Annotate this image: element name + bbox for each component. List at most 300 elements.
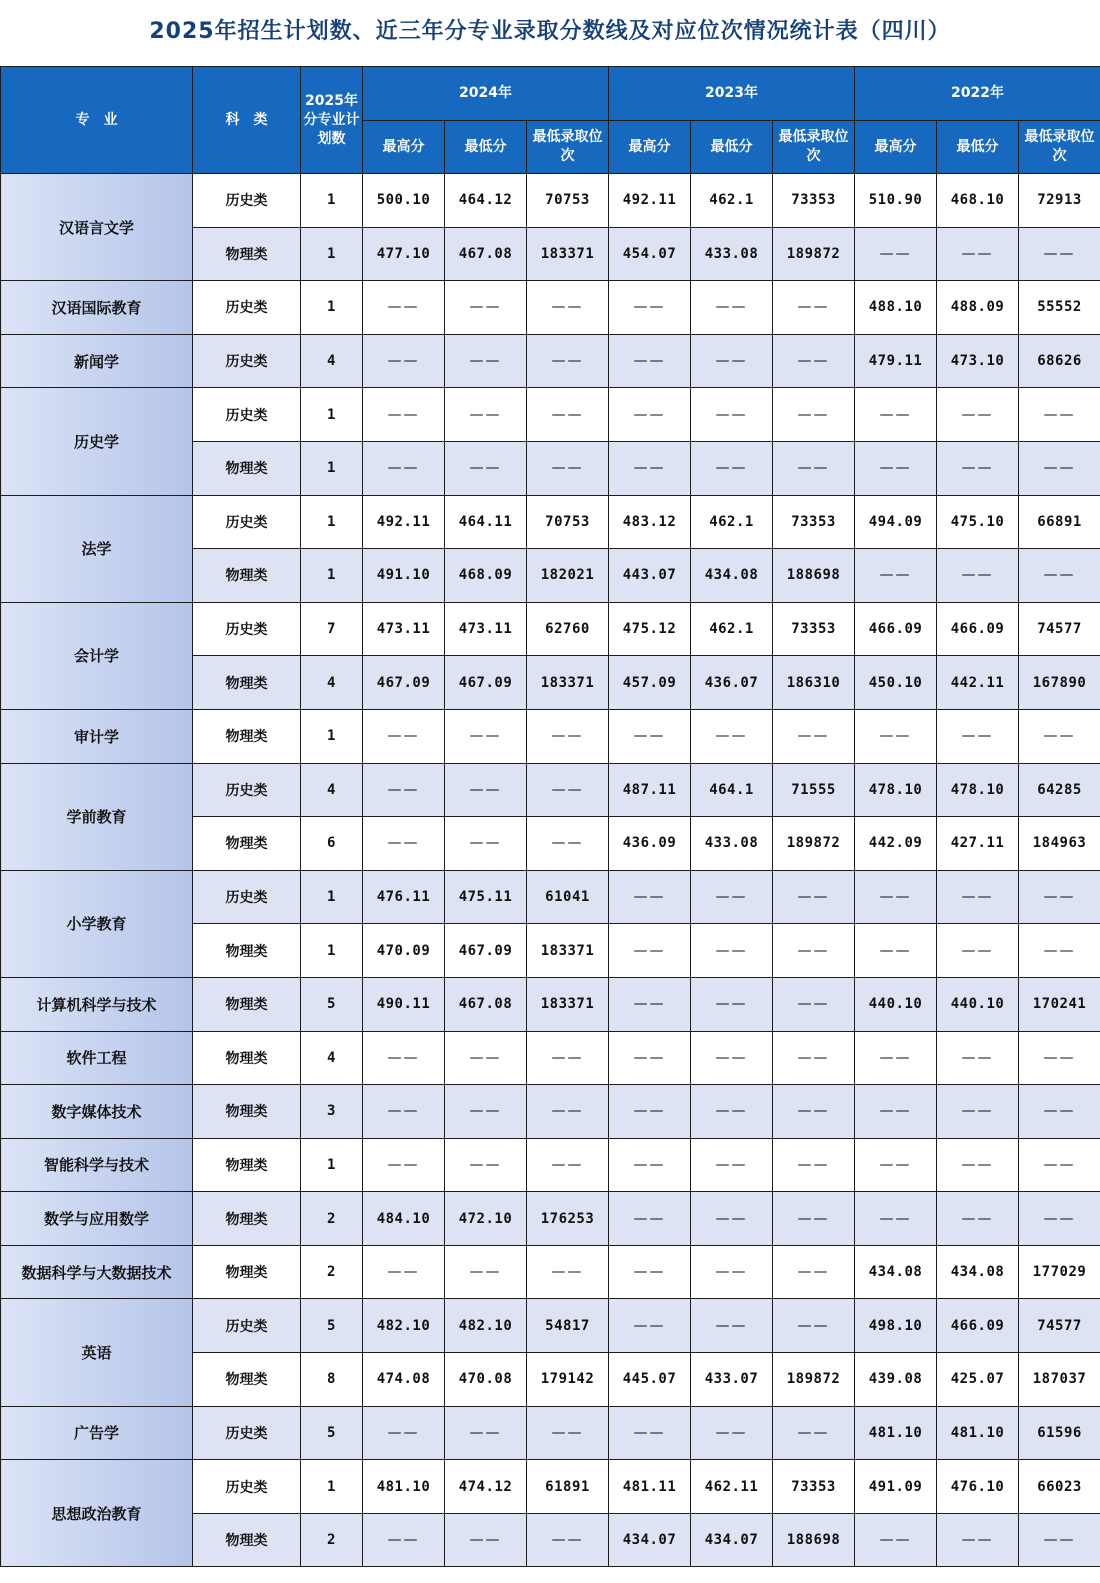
min-score-cell: —— xyxy=(937,1513,1019,1567)
min-rank-cell: 74577 xyxy=(1019,602,1100,656)
header-plan: 2025年分专业计划数 xyxy=(301,67,363,174)
min-score-cell: 470.08 xyxy=(445,1353,527,1407)
plan-count-cell: 1 xyxy=(301,388,363,442)
min-score-cell: —— xyxy=(445,1085,527,1139)
min-rank-cell: 73353 xyxy=(773,1460,855,1514)
plan-count-cell: 1 xyxy=(301,870,363,924)
max-score-cell: 470.09 xyxy=(363,924,445,978)
max-score-cell: 491.10 xyxy=(363,549,445,603)
table-row xyxy=(1,763,1100,817)
max-score-cell: —— xyxy=(609,977,691,1031)
min-score-cell: —— xyxy=(937,388,1019,442)
table-row xyxy=(1,1138,1100,1192)
max-score-cell: 440.10 xyxy=(855,977,937,1031)
major-name-cell: 小学教育 xyxy=(1,870,193,977)
min-score-cell: —— xyxy=(937,1031,1019,1085)
plan-count-cell: 4 xyxy=(301,334,363,388)
min-rank-cell: 179142 xyxy=(527,1353,609,1407)
max-score-cell: 482.10 xyxy=(363,1299,445,1353)
min-score-cell: 425.07 xyxy=(937,1353,1019,1407)
min-rank-cell: 183371 xyxy=(527,977,609,1031)
min-score-cell: —— xyxy=(691,1406,773,1460)
max-score-cell: 498.10 xyxy=(855,1299,937,1353)
min-score-cell: 488.09 xyxy=(937,281,1019,335)
major-name-cell: 会计学 xyxy=(1,602,193,709)
plan-count-cell: 5 xyxy=(301,1299,363,1353)
admission-table xyxy=(0,66,1100,1567)
min-score-cell: 436.07 xyxy=(691,656,773,710)
max-score-cell: —— xyxy=(363,709,445,763)
plan-count-cell: 2 xyxy=(301,1192,363,1246)
table-row xyxy=(1,1299,1100,1353)
min-rank-cell: —— xyxy=(527,709,609,763)
max-score-cell: —— xyxy=(855,227,937,281)
min-rank-cell: 188698 xyxy=(773,549,855,603)
min-score-cell: 433.08 xyxy=(691,227,773,281)
max-score-cell: 450.10 xyxy=(855,656,937,710)
max-score-cell: —— xyxy=(609,870,691,924)
min-score-cell: —— xyxy=(445,763,527,817)
min-rank-cell: —— xyxy=(1019,1138,1100,1192)
min-rank-cell: 62760 xyxy=(527,602,609,656)
max-score-cell: 491.09 xyxy=(855,1460,937,1514)
min-score-cell: 466.09 xyxy=(937,1299,1019,1353)
header-min-score: 最低分 xyxy=(445,121,527,174)
max-score-cell: 436.09 xyxy=(609,817,691,871)
max-score-cell: —— xyxy=(609,281,691,335)
category-cell: 历史类 xyxy=(193,1406,301,1460)
plan-count-cell: 4 xyxy=(301,763,363,817)
category-cell: 物理类 xyxy=(193,1353,301,1407)
min-score-cell: —— xyxy=(691,1299,773,1353)
min-rank-cell: 68626 xyxy=(1019,334,1100,388)
min-score-cell: 473.11 xyxy=(445,602,527,656)
min-score-cell: 476.10 xyxy=(937,1460,1019,1514)
max-score-cell: —— xyxy=(855,709,937,763)
plan-count-cell: 8 xyxy=(301,1353,363,1407)
min-rank-cell: —— xyxy=(1019,1192,1100,1246)
min-score-cell: —— xyxy=(445,1406,527,1460)
max-score-cell: —— xyxy=(855,1031,937,1085)
min-rank-cell: —— xyxy=(773,977,855,1031)
min-rank-cell: —— xyxy=(773,441,855,495)
min-rank-cell: —— xyxy=(773,870,855,924)
min-score-cell: —— xyxy=(445,1513,527,1567)
header-year-2024: 2024年 xyxy=(363,67,609,121)
min-rank-cell: —— xyxy=(527,1031,609,1085)
min-score-cell: —— xyxy=(691,388,773,442)
min-rank-cell: —— xyxy=(773,1085,855,1139)
min-rank-cell: 189872 xyxy=(773,817,855,871)
min-rank-cell: 72913 xyxy=(1019,174,1100,228)
min-score-cell: 475.11 xyxy=(445,870,527,924)
min-score-cell: 482.10 xyxy=(445,1299,527,1353)
max-score-cell: 476.11 xyxy=(363,870,445,924)
min-score-cell: —— xyxy=(937,1138,1019,1192)
plan-count-cell: 1 xyxy=(301,1138,363,1192)
max-score-cell: —— xyxy=(363,1406,445,1460)
plan-count-cell: 7 xyxy=(301,602,363,656)
min-rank-cell: —— xyxy=(527,334,609,388)
min-score-cell: —— xyxy=(691,1245,773,1299)
min-score-cell: 474.12 xyxy=(445,1460,527,1514)
table-row xyxy=(1,602,1100,656)
max-score-cell: 467.09 xyxy=(363,656,445,710)
header-year-2023: 2023年 xyxy=(609,67,855,121)
min-score-cell: 433.07 xyxy=(691,1353,773,1407)
min-score-cell: 481.10 xyxy=(937,1406,1019,1460)
min-score-cell: —— xyxy=(691,924,773,978)
max-score-cell: —— xyxy=(855,1513,937,1567)
major-name-cell: 数据科学与大数据技术 xyxy=(1,1245,193,1299)
max-score-cell: —— xyxy=(363,334,445,388)
min-score-cell: —— xyxy=(691,441,773,495)
category-cell: 物理类 xyxy=(193,817,301,871)
table-row xyxy=(1,977,1100,1031)
min-score-cell: 467.08 xyxy=(445,227,527,281)
category-cell: 历史类 xyxy=(193,1299,301,1353)
min-score-cell: 427.11 xyxy=(937,817,1019,871)
table-row xyxy=(1,870,1100,924)
min-score-cell: —— xyxy=(937,870,1019,924)
major-name-cell: 汉语言文学 xyxy=(1,174,193,281)
plan-count-cell: 2 xyxy=(301,1245,363,1299)
major-name-cell: 数字媒体技术 xyxy=(1,1085,193,1139)
max-score-cell: 510.90 xyxy=(855,174,937,228)
plan-count-cell: 4 xyxy=(301,1031,363,1085)
header-category: 科 类 xyxy=(193,67,301,174)
major-name-cell: 汉语国际教育 xyxy=(1,281,193,335)
table-row xyxy=(1,1085,1100,1139)
min-rank-cell: 188698 xyxy=(773,1513,855,1567)
max-score-cell: —— xyxy=(855,1192,937,1246)
min-rank-cell: —— xyxy=(527,388,609,442)
max-score-cell: —— xyxy=(855,388,937,442)
header-min-rank: 最低录取位次 xyxy=(527,121,609,174)
category-cell: 物理类 xyxy=(193,709,301,763)
min-score-cell: —— xyxy=(937,924,1019,978)
min-rank-cell: 61596 xyxy=(1019,1406,1100,1460)
major-name-cell: 学前教育 xyxy=(1,763,193,870)
max-score-cell: 477.10 xyxy=(363,227,445,281)
max-score-cell: 454.07 xyxy=(609,227,691,281)
min-rank-cell: —— xyxy=(773,1031,855,1085)
min-rank-cell: 54817 xyxy=(527,1299,609,1353)
min-rank-cell: —— xyxy=(527,1245,609,1299)
max-score-cell: —— xyxy=(363,388,445,442)
table-row xyxy=(1,1031,1100,1085)
min-score-cell: —— xyxy=(937,1192,1019,1246)
max-score-cell: —— xyxy=(609,1192,691,1246)
table-row xyxy=(1,1245,1100,1299)
min-score-cell: —— xyxy=(691,870,773,924)
table-row xyxy=(1,281,1100,335)
max-score-cell: 479.11 xyxy=(855,334,937,388)
max-score-cell: —— xyxy=(609,1085,691,1139)
min-rank-cell: —— xyxy=(773,1406,855,1460)
min-rank-cell: 70753 xyxy=(527,174,609,228)
category-cell: 历史类 xyxy=(193,763,301,817)
min-score-cell: —— xyxy=(691,334,773,388)
min-rank-cell: 73353 xyxy=(773,174,855,228)
plan-count-cell: 3 xyxy=(301,1085,363,1139)
min-score-cell: —— xyxy=(937,709,1019,763)
min-rank-cell: 183371 xyxy=(527,924,609,978)
max-score-cell: —— xyxy=(855,1085,937,1139)
max-score-cell: —— xyxy=(855,870,937,924)
max-score-cell: —— xyxy=(855,924,937,978)
min-score-cell: 442.11 xyxy=(937,656,1019,710)
min-rank-cell: 184963 xyxy=(1019,817,1100,871)
max-score-cell: —— xyxy=(363,1031,445,1085)
max-score-cell: —— xyxy=(363,1138,445,1192)
min-rank-cell: 61041 xyxy=(527,870,609,924)
major-name-cell: 思想政治教育 xyxy=(1,1460,193,1567)
category-cell: 历史类 xyxy=(193,1460,301,1514)
min-score-cell: —— xyxy=(691,1192,773,1246)
max-score-cell: —— xyxy=(609,1299,691,1353)
table-row xyxy=(1,1406,1100,1460)
max-score-cell: 487.11 xyxy=(609,763,691,817)
category-cell: 历史类 xyxy=(193,334,301,388)
category-cell: 历史类 xyxy=(193,870,301,924)
max-score-cell: 474.08 xyxy=(363,1353,445,1407)
table-header xyxy=(1,67,1100,174)
min-rank-cell: —— xyxy=(773,709,855,763)
min-score-cell: —— xyxy=(691,281,773,335)
min-rank-cell: 182021 xyxy=(527,549,609,603)
min-rank-cell: —— xyxy=(773,1192,855,1246)
table-row xyxy=(1,334,1100,388)
min-rank-cell: —— xyxy=(527,817,609,871)
min-score-cell: —— xyxy=(691,1031,773,1085)
header-year-2022: 2022年 xyxy=(855,67,1100,121)
max-score-cell: —— xyxy=(609,924,691,978)
max-score-cell: 481.11 xyxy=(609,1460,691,1514)
min-score-cell: 468.10 xyxy=(937,174,1019,228)
min-score-cell: 433.08 xyxy=(691,817,773,871)
min-score-cell: 462.1 xyxy=(691,174,773,228)
min-rank-cell: 70753 xyxy=(527,495,609,549)
category-cell: 物理类 xyxy=(193,227,301,281)
max-score-cell: 492.11 xyxy=(609,174,691,228)
min-score-cell: 440.10 xyxy=(937,977,1019,1031)
min-rank-cell: —— xyxy=(527,281,609,335)
max-score-cell: —— xyxy=(363,1245,445,1299)
header-min-score: 最低分 xyxy=(691,121,773,174)
plan-count-cell: 1 xyxy=(301,281,363,335)
min-score-cell: 475.10 xyxy=(937,495,1019,549)
major-name-cell: 智能科学与技术 xyxy=(1,1138,193,1192)
min-rank-cell: 73353 xyxy=(773,495,855,549)
max-score-cell: 443.07 xyxy=(609,549,691,603)
plan-count-cell: 2 xyxy=(301,1513,363,1567)
min-score-cell: —— xyxy=(691,1085,773,1139)
max-score-cell: 483.12 xyxy=(609,495,691,549)
min-score-cell: 467.09 xyxy=(445,924,527,978)
min-rank-cell: 64285 xyxy=(1019,763,1100,817)
category-cell: 历史类 xyxy=(193,281,301,335)
min-rank-cell: —— xyxy=(1019,924,1100,978)
max-score-cell: 466.09 xyxy=(855,602,937,656)
min-rank-cell: 66891 xyxy=(1019,495,1100,549)
min-rank-cell: —— xyxy=(527,1406,609,1460)
category-cell: 历史类 xyxy=(193,388,301,442)
table-body xyxy=(1,174,1100,1567)
plan-count-cell: 5 xyxy=(301,977,363,1031)
min-score-cell: —— xyxy=(937,549,1019,603)
min-score-cell: 467.09 xyxy=(445,656,527,710)
min-score-cell: —— xyxy=(445,1031,527,1085)
header-max-score: 最高分 xyxy=(363,121,445,174)
header-major: 专 业 xyxy=(1,67,193,174)
min-score-cell: 472.10 xyxy=(445,1192,527,1246)
min-rank-cell: 74577 xyxy=(1019,1299,1100,1353)
max-score-cell: —— xyxy=(363,1085,445,1139)
min-rank-cell: —— xyxy=(1019,1031,1100,1085)
major-name-cell: 历史学 xyxy=(1,388,193,495)
max-score-cell: 457.09 xyxy=(609,656,691,710)
plan-count-cell: 1 xyxy=(301,924,363,978)
min-score-cell: 464.11 xyxy=(445,495,527,549)
min-score-cell: —— xyxy=(445,1245,527,1299)
min-rank-cell: 187037 xyxy=(1019,1353,1100,1407)
major-name-cell: 广告学 xyxy=(1,1406,193,1460)
plan-count-cell: 1 xyxy=(301,549,363,603)
min-rank-cell: 55552 xyxy=(1019,281,1100,335)
min-rank-cell: 73353 xyxy=(773,602,855,656)
min-rank-cell: —— xyxy=(527,763,609,817)
category-cell: 物理类 xyxy=(193,1031,301,1085)
max-score-cell: 500.10 xyxy=(363,174,445,228)
max-score-cell: 484.10 xyxy=(363,1192,445,1246)
max-score-cell: —— xyxy=(609,1138,691,1192)
category-cell: 物理类 xyxy=(193,1513,301,1567)
min-rank-cell: —— xyxy=(773,388,855,442)
min-score-cell: —— xyxy=(691,977,773,1031)
min-score-cell: —— xyxy=(691,1138,773,1192)
min-rank-cell: 61891 xyxy=(527,1460,609,1514)
min-rank-cell: 66023 xyxy=(1019,1460,1100,1514)
plan-count-cell: 1 xyxy=(301,495,363,549)
max-score-cell: 475.12 xyxy=(609,602,691,656)
category-cell: 物理类 xyxy=(193,441,301,495)
max-score-cell: —— xyxy=(609,709,691,763)
min-score-cell: —— xyxy=(445,709,527,763)
header-min-score: 最低分 xyxy=(937,121,1019,174)
min-score-cell: —— xyxy=(937,1085,1019,1139)
category-cell: 历史类 xyxy=(193,174,301,228)
min-rank-cell: —— xyxy=(527,441,609,495)
max-score-cell: —— xyxy=(855,441,937,495)
category-cell: 物理类 xyxy=(193,1138,301,1192)
min-rank-cell: —— xyxy=(773,1299,855,1353)
major-name-cell: 英语 xyxy=(1,1299,193,1406)
table-row xyxy=(1,388,1100,442)
category-cell: 历史类 xyxy=(193,602,301,656)
max-score-cell: 490.11 xyxy=(363,977,445,1031)
page-title: 2025年招生计划数、近三年分专业录取分数线及对应位次情况统计表（四川） xyxy=(149,19,951,44)
max-score-cell: 434.08 xyxy=(855,1245,937,1299)
max-score-cell: 434.07 xyxy=(609,1513,691,1567)
max-score-cell: —— xyxy=(609,1406,691,1460)
max-score-cell: 488.10 xyxy=(855,281,937,335)
category-cell: 物理类 xyxy=(193,549,301,603)
min-rank-cell: —— xyxy=(1019,441,1100,495)
plan-count-cell: 1 xyxy=(301,1460,363,1514)
min-rank-cell: —— xyxy=(1019,227,1100,281)
max-score-cell: —— xyxy=(363,817,445,871)
category-cell: 物理类 xyxy=(193,656,301,710)
category-cell: 物理类 xyxy=(193,924,301,978)
major-name-cell: 数学与应用数学 xyxy=(1,1192,193,1246)
min-rank-cell: 186310 xyxy=(773,656,855,710)
plan-count-cell: 4 xyxy=(301,656,363,710)
plan-count-cell: 6 xyxy=(301,817,363,871)
min-score-cell: —— xyxy=(691,709,773,763)
max-score-cell: —— xyxy=(609,1031,691,1085)
min-score-cell: —— xyxy=(445,817,527,871)
category-cell: 物理类 xyxy=(193,1245,301,1299)
max-score-cell: —— xyxy=(609,388,691,442)
min-rank-cell: —— xyxy=(773,281,855,335)
plan-count-cell: 1 xyxy=(301,227,363,281)
min-rank-cell: —— xyxy=(1019,549,1100,603)
min-rank-cell: —— xyxy=(773,1245,855,1299)
min-rank-cell: 167890 xyxy=(1019,656,1100,710)
min-score-cell: 478.10 xyxy=(937,763,1019,817)
min-score-cell: 462.1 xyxy=(691,602,773,656)
min-rank-cell: —— xyxy=(1019,388,1100,442)
max-score-cell: 481.10 xyxy=(363,1460,445,1514)
min-score-cell: —— xyxy=(445,441,527,495)
plan-count-cell: 1 xyxy=(301,709,363,763)
min-rank-cell: —— xyxy=(1019,870,1100,924)
max-score-cell: —— xyxy=(363,441,445,495)
max-score-cell: 473.11 xyxy=(363,602,445,656)
category-cell: 物理类 xyxy=(193,1192,301,1246)
header-min-rank: 最低录取位次 xyxy=(1019,121,1100,174)
min-score-cell: 462.1 xyxy=(691,495,773,549)
min-score-cell: 468.09 xyxy=(445,549,527,603)
max-score-cell: —— xyxy=(609,1245,691,1299)
min-score-cell: —— xyxy=(445,334,527,388)
max-score-cell: 481.10 xyxy=(855,1406,937,1460)
plan-count-cell: 1 xyxy=(301,441,363,495)
min-rank-cell: —— xyxy=(527,1085,609,1139)
table-row xyxy=(1,174,1100,228)
max-score-cell: —— xyxy=(363,1513,445,1567)
table-row xyxy=(1,1192,1100,1246)
min-rank-cell: 183371 xyxy=(527,656,609,710)
max-score-cell: —— xyxy=(855,1138,937,1192)
max-score-cell: 478.10 xyxy=(855,763,937,817)
major-name-cell: 计算机科学与技术 xyxy=(1,977,193,1031)
min-score-cell: 466.09 xyxy=(937,602,1019,656)
min-score-cell: 464.12 xyxy=(445,174,527,228)
plan-count-cell: 5 xyxy=(301,1406,363,1460)
header-max-score: 最高分 xyxy=(609,121,691,174)
max-score-cell: 492.11 xyxy=(363,495,445,549)
min-rank-cell: —— xyxy=(527,1513,609,1567)
min-score-cell: —— xyxy=(445,1138,527,1192)
min-score-cell: —— xyxy=(937,227,1019,281)
major-name-cell: 新闻学 xyxy=(1,334,193,388)
max-score-cell: —— xyxy=(609,441,691,495)
major-name-cell: 审计学 xyxy=(1,709,193,763)
min-rank-cell: —— xyxy=(1019,709,1100,763)
max-score-cell: —— xyxy=(363,763,445,817)
